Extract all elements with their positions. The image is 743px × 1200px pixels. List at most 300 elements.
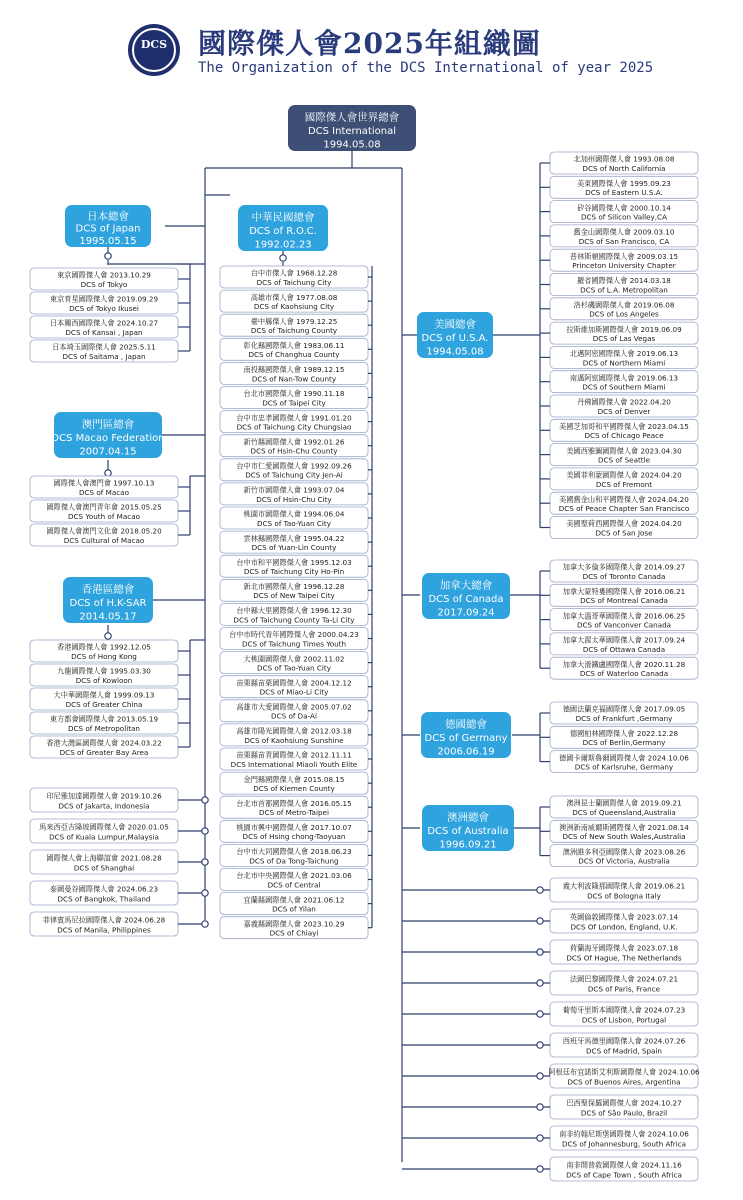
roc-chapter-6[interactable]: [220, 411, 368, 433]
roc-chapter-24-en: DCS of Da Tong-Taichung: [249, 856, 339, 866]
direct-right-chapter-9-en: DCS of Cape Town , South Africa: [566, 1170, 682, 1180]
hub-japan[interactable]: [65, 205, 151, 247]
usa-chapter-1[interactable]: [550, 176, 698, 198]
root-node-date: 1994.05.08: [323, 139, 381, 151]
usa-chapter-2-en: DCS of Silicon Valley,CA: [580, 212, 668, 222]
roc-chapter-25[interactable]: [220, 869, 368, 891]
usa-chapter-14-zh: 美國舊金山和平國際傑人會 2024.04.20: [559, 494, 689, 504]
usa-chapter-12-en: DCS of Seattle: [597, 455, 651, 465]
direct-left-chapter-4-en: DCS of Manila, Philippines: [57, 925, 151, 935]
usa-chapter-13[interactable]: [550, 468, 698, 490]
usa-chapter-6-zh: 洛杉磯國際傑人會 2019.06.08: [573, 300, 675, 310]
direct-right-chapter-3-zh: 法國巴黎國際傑人會 2024.07.21: [569, 974, 679, 984]
macao-chapter-1-en: DCS Youth of Macao: [67, 511, 141, 521]
direct-left-chapter-2-en: DCS of Shanghai: [73, 863, 135, 873]
direct-right-chapter-6[interactable]: [548, 1064, 700, 1088]
usa-chapter-8-zh: 北邁阿密國際傑人會 2019.06.13: [569, 349, 679, 359]
roc-chapter-3-en: DCS of Changhua County: [248, 350, 340, 360]
usa-chapter-3[interactable]: [550, 225, 698, 247]
hub-roc[interactable]: [238, 205, 328, 251]
roc-chapter-4-en: DCS of Nan-Tow County: [251, 374, 337, 384]
direct-right-chapter-2-en: DCS Of Hague, The Netherlands: [566, 953, 682, 963]
direct-left-dot: [202, 921, 208, 927]
roc-chapter-10[interactable]: [220, 507, 368, 529]
japan-chapter-3-zh: 日本埼玉國際傑人會 2025.5.11: [52, 342, 156, 352]
usa-chapter-0-en: DCS of North California: [582, 163, 666, 173]
australia-chapter-0[interactable]: [550, 796, 698, 818]
usa-chapter-10-zh: 丹佛國際傑人會 2022.04.20: [577, 397, 671, 407]
direct-left-dot: [202, 859, 208, 865]
direct-left-chapter-1-zh: 馬來西亞吉隆坡國際傑人會 2020.01.05: [39, 822, 169, 832]
direct-right-chapter-5-en: DCS of Madrid, Spain: [586, 1046, 662, 1056]
roc-chapter-27-zh: 嘉義縣國際傑人會 2023.10.29: [243, 919, 345, 929]
roc-chapter-1-zh: 高雄市傑人會 1977.08.08: [250, 292, 338, 302]
direct-right-chapter-1-en: DCS Of London, England, U.K.: [570, 922, 678, 932]
roc-chapter-21-zh: 金門縣國際傑人會 2015.08.15: [243, 774, 345, 784]
hk-chapter-4-en: DCS of Greater Bay Area: [59, 747, 149, 757]
direct-right-dot: [537, 1011, 543, 1017]
hk-chapter-0-zh: 香港國際傑人會 1992.12.05: [57, 642, 151, 652]
hub-macao-zh: 澳門區總會: [81, 418, 135, 431]
direct-right-chapter-2-zh: 荷蘭海牙國際傑人會 2023.07.18: [569, 943, 679, 953]
roc-chapter-15-en: DCS of Taichung Times Youth: [241, 639, 347, 649]
roc-chapter-11-en: DCS of Yuan-Lin County: [251, 543, 337, 553]
roc-chapter-27[interactable]: [220, 917, 368, 939]
direct-right-chapter-7-en: DCS of São Paulo, Brazil: [580, 1108, 668, 1118]
roc-chapter-7-zh: 新竹縣國際傑人會 1992.01.26: [243, 437, 345, 447]
australia-chapter-2[interactable]: [550, 845, 698, 867]
usa-chapter-14-en: DCS of Peace Chapter San Francisco: [558, 504, 690, 514]
hub-canada-date: 2017.09.24: [437, 607, 495, 619]
usa-chapter-11[interactable]: [550, 419, 698, 441]
usa-chapter-15-zh: 美國聖荷西國際傑人會 2024.04.20: [566, 519, 682, 529]
australia-chapter-0-zh: 澳洲昆士蘭國際傑人會 2019.09.21: [566, 798, 682, 808]
canada-chapter-2-zh: 加拿大溫哥華國際傑人會 2016.06.25: [562, 611, 686, 621]
hk-chapter-1-zh: 九龍國際傑人會 1995.03.30: [57, 666, 151, 676]
roc-chapter-22-zh: 台北市首都國際傑人會 2016.05.15: [236, 798, 352, 808]
usa-chapter-6[interactable]: [550, 298, 698, 320]
japan-chapter-0[interactable]: [30, 268, 178, 290]
roc-chapter-26-en: DCS of Yilan: [272, 904, 316, 914]
roc-chapter-19[interactable]: [220, 724, 368, 746]
usa-chapter-8[interactable]: [550, 346, 698, 368]
roc-chapter-1[interactable]: [220, 290, 368, 312]
hub-roc-zh: 中華民國總會: [251, 211, 315, 224]
macao-chapter-0[interactable]: [30, 476, 178, 498]
hub-japan-date: 1995.05.15: [79, 236, 137, 248]
japan-chapter-0-en: DCS of Tokyo: [80, 279, 128, 289]
hub-australia-zh: 澳洲總會: [447, 811, 489, 824]
hub-japan-zh: 日本總會: [87, 210, 129, 223]
roc-chapter-13[interactable]: [220, 579, 368, 601]
hub-canada[interactable]: [422, 573, 510, 619]
japan-chapter-2[interactable]: [30, 316, 178, 338]
roc-chapter-16[interactable]: [220, 652, 368, 674]
germany-chapter-2[interactable]: [550, 751, 698, 773]
direct-right-dot: [537, 949, 543, 955]
direct-right-chapter-9-zh: 南非開普敦國際傑人會 2024.11.16: [566, 1160, 682, 1170]
usa-chapter-11-en: DCS of Chicago Peace: [584, 431, 664, 441]
usa-chapter-12[interactable]: [550, 444, 698, 466]
usa-chapter-2-zh: 矽谷國際傑人會 2000.10.14: [577, 203, 671, 213]
roc-chapter-15-zh: 台中市時代青年國際傑人會 2000.04.23: [229, 630, 359, 640]
canada-chapter-4[interactable]: [550, 657, 698, 679]
roc-chapter-7-en: DCS of Hsin-Chu County: [250, 446, 338, 456]
roc-chapter-22-en: DCS of Metro-Taipei: [259, 808, 329, 818]
usa-chapter-3-zh: 舊金山國際傑人會 2009.03.10: [573, 227, 675, 237]
roc-chapter-18-zh: 高雄市大愛國際傑人會 2005.07.02: [236, 702, 352, 712]
usa-chapter-5-en: DCS of L.A. Metropolitan: [580, 285, 668, 295]
usa-chapter-7-zh: 拉斯維加斯國際傑人會 2019.06.09: [566, 324, 682, 334]
direct-right-chapter-4-en: DCS of Lisbon, Portugal: [581, 1015, 667, 1025]
roc-chapter-25-en: DCS of Central: [267, 880, 321, 890]
usa-chapter-1-zh: 美東國際傑人會 1995.09.23: [577, 178, 671, 188]
direct-right-chapter-4[interactable]: [550, 1002, 698, 1026]
hub-usa-date: 1994.05.08: [426, 346, 484, 358]
hk-chapter-3[interactable]: [30, 712, 178, 734]
roc-chapter-6-en: DCS of Taichung City Chungsiao: [236, 422, 352, 432]
roc-chapter-16-zh: 大桃園國際傑人會 2002.11.02: [243, 654, 345, 664]
germany-chapter-1[interactable]: [550, 726, 698, 748]
canada-chapter-1[interactable]: [550, 584, 698, 606]
root-node-en: DCS International: [307, 126, 397, 138]
roc-chapter-25-zh: 台北市中央國際傑人會 2021.03.06: [236, 871, 352, 881]
canada-chapter-1-zh: 加拿大蒙特婁國際傑人會 2016.06.21: [562, 586, 686, 596]
direct-left-chapter-3-en: DCS of Bangkok, Thailand: [57, 894, 151, 904]
direct-left-chapter-0[interactable]: [30, 788, 178, 812]
usa-chapter-4-zh: 普林斯頓國際傑人會 2009.03.15: [569, 251, 679, 261]
roc-chapter-2-en: DCS of Taichung County: [250, 326, 338, 336]
direct-right-dot: [537, 1104, 543, 1110]
hub-hk-zh: 香港區總會: [81, 583, 135, 596]
root-node-zh: 國際傑人會世界總會: [304, 111, 400, 124]
hk-chapter-3-en: DCS of Metropolitan: [68, 723, 140, 733]
roc-chapter-9[interactable]: [220, 483, 368, 505]
direct-left-dot: [202, 828, 208, 834]
roc-chapter-20[interactable]: [220, 748, 368, 770]
roc-chapter-11[interactable]: [220, 531, 368, 553]
roc-chapter-23[interactable]: [220, 820, 368, 842]
hk-chapter-2[interactable]: [30, 688, 178, 710]
direct-right-chapter-0-zh: 義大利波隆那國際傑人會 2019.06.21: [562, 881, 686, 891]
direct-left-chapter-0-en: DCS of Jakarta, Indonesia: [58, 801, 150, 811]
roc-chapter-21-en: DCS of Kiemen County: [253, 784, 335, 794]
hub-hk[interactable]: [63, 577, 153, 623]
roc-chapter-8[interactable]: [220, 459, 368, 481]
germany-chapter-0[interactable]: [550, 702, 698, 724]
hub-japan-en: DCS of Japan: [75, 223, 141, 235]
germany-chapter-2-zh: 德國卡爾斯魯爾國際傑人會 2024.10.06: [559, 753, 689, 763]
direct-right-chapter-1-zh: 英國倫敦國際傑人會 2023.07.14: [569, 912, 679, 922]
usa-chapter-5[interactable]: [550, 274, 698, 296]
roc-chapter-2-zh: 臺中縣傑人會 1979.12.25: [250, 316, 338, 326]
roc-chapter-17-en: DCS of Miao-Li City: [259, 687, 329, 697]
canada-chapter-3[interactable]: [550, 633, 698, 655]
hk-chapter-2-zh: 大中華國際傑人會 1999.09.13: [53, 690, 155, 700]
hk-chapter-0[interactable]: [30, 640, 178, 662]
direct-right-chapter-0[interactable]: [550, 878, 698, 902]
roc-chapter-27-en: DCS of Chiayi: [269, 928, 319, 938]
roc-chapter-10-zh: 桃園市國際傑人會 1994.06.04: [243, 509, 345, 519]
roc-chapter-18[interactable]: [220, 700, 368, 722]
roc-chapter-23-zh: 桃園市興中國際傑人會 2017.10.07: [236, 822, 352, 832]
hub-macao-en: DCS Macao Federation: [51, 433, 165, 445]
direct-right-dot: [537, 1166, 543, 1172]
canada-chapter-4-zh: 加拿大滑鐵盧國際傑人會 2020.11.28: [562, 659, 686, 669]
hub-australia[interactable]: [422, 805, 514, 851]
japan-chapter-1-zh: 東京育星國際傑人會 2019.09.29: [49, 294, 159, 304]
direct-left-chapter-3-zh: 泰國曼谷國際傑人會 2024.06.23: [49, 884, 159, 894]
roc-chapter-19-zh: 高雄市陽光國際傑人會 2012.03.18: [236, 726, 352, 736]
hk-chapter-0-en: DCS of Hong Kong: [71, 651, 137, 661]
roc-chapter-1-en: DCS of Kaohsiung City: [253, 302, 335, 312]
roc-chapter-12[interactable]: [220, 555, 368, 577]
hub-canada-en: DCS of Canada: [428, 594, 504, 606]
direct-right-chapter-7-zh: 巴西聖保羅國際傑人會 2024.10.27: [566, 1098, 682, 1108]
root-node[interactable]: [288, 105, 416, 151]
germany-chapter-2-en: DCS of Karlsruhe, Germany: [574, 762, 674, 772]
roc-dot: [280, 255, 286, 261]
hub-usa[interactable]: [417, 312, 493, 358]
direct-left-chapter-2[interactable]: [30, 850, 178, 874]
usa-chapter-2[interactable]: [550, 201, 698, 223]
logo-text: DCS: [140, 38, 168, 51]
canada-chapter-0-zh: 加拿大多倫多國際傑人會 2014.09.27: [562, 562, 686, 572]
australia-chapter-1[interactable]: [550, 820, 698, 842]
japan-chapter-3[interactable]: [30, 340, 178, 362]
macao-chapter-2[interactable]: [30, 524, 178, 546]
roc-chapter-9-zh: 新竹市國際傑人會 1993.07.04: [243, 485, 345, 495]
direct-left-dot: [202, 890, 208, 896]
direct-right-chapter-6-en: DCS of Buenos Aires, Argentina: [567, 1077, 681, 1087]
hk-dot: [105, 633, 111, 639]
direct-right-chapter-4-zh: 葡萄牙里斯本國際傑人會 2024.07.23: [562, 1005, 686, 1015]
roc-chapter-3[interactable]: [220, 338, 368, 360]
macao-chapter-1[interactable]: [30, 500, 178, 522]
usa-chapter-7[interactable]: [550, 322, 698, 344]
direct-right-chapter-0-en: DCS of Bologna Italy: [587, 891, 661, 901]
macao-chapter-0-zh: 國際傑人會澳門會 1997.10.13: [53, 478, 155, 488]
roc-chapter-0-zh: 台中市傑人會 1968.12.28: [250, 268, 338, 278]
japan-chapter-1[interactable]: [30, 292, 178, 314]
japan-chapter-1-en: DCS of Tokyo Ikusei: [69, 303, 139, 313]
direct-left-chapter-4-zh: 菲律賓馬尼拉國際傑人會 2024.06.28: [42, 915, 166, 925]
roc-chapter-10-en: DCS of Tao-Yuan City: [257, 518, 331, 528]
usa-chapter-1-en: DCS of Eastern U.S.A.: [585, 188, 663, 198]
canada-chapter-0[interactable]: [550, 560, 698, 582]
usa-chapter-4[interactable]: [550, 249, 698, 271]
roc-chapter-15[interactable]: [220, 628, 368, 650]
direct-left-chapter-2-zh: 國際傑人會上海聯誼會 2021.08.28: [46, 853, 162, 863]
canada-chapter-1-en: DCS of Montreal Canada: [580, 596, 668, 606]
direct-right-chapter-6-zh: 阿根廷布宜諾斯艾利斯國際傑人會 2024.10.06: [548, 1067, 700, 1077]
direct-right-chapter-9[interactable]: [550, 1157, 698, 1181]
usa-chapter-7-en: DCS of Las Vegas: [592, 334, 656, 344]
australia-chapter-1-en: DCS of New South Wales,Australia: [562, 832, 686, 842]
japan-chapter-0-zh: 東京國際傑人會 2013.10.29: [57, 270, 151, 280]
usa-chapter-12-zh: 美國西雅圖國際傑人會 2023.04.30: [566, 446, 682, 456]
roc-chapter-26[interactable]: [220, 893, 368, 915]
roc-chapter-12-en: DCS of Taichung City Ho-Pin: [243, 567, 345, 577]
roc-chapter-14-en: DCS of Taichung County Ta-Li City: [233, 615, 355, 625]
hk-chapter-4[interactable]: [30, 736, 178, 758]
usa-chapter-9-zh: 南邁阿密國際傑人會 2019.06.13: [569, 373, 679, 383]
hub-germany[interactable]: [421, 712, 511, 758]
roc-chapter-18-en: DCS of Da-Ai: [271, 711, 317, 721]
page-subtitle: The Organization of the DCS International of year 2025: [198, 60, 654, 76]
canada-chapter-3-zh: 加拿大渥太華國際傑人會 2017.09.24: [562, 635, 686, 645]
roc-chapter-19-en: DCS of Kaohsiung Sunshine: [244, 735, 344, 745]
hub-roc-en: DCS of R.O.C.: [249, 226, 317, 238]
direct-right-dot: [537, 1042, 543, 1048]
roc-chapter-22[interactable]: [220, 796, 368, 818]
usa-chapter-13-zh: 美國菲利蒙國際傑人會 2024.04.20: [566, 470, 682, 480]
usa-chapter-10[interactable]: [550, 395, 698, 417]
hub-germany-zh: 德國總會: [445, 718, 487, 731]
roc-chapter-0-en: DCS of Taichung City: [256, 277, 332, 287]
roc-chapter-2[interactable]: [220, 314, 368, 336]
direct-right-chapter-1[interactable]: [550, 909, 698, 933]
japan-chapter-2-zh: 日本關西國際傑人會 2024.10.27: [49, 318, 159, 328]
hub-usa-en: DCS of U.S.A.: [421, 333, 489, 345]
macao-chapter-1-zh: 國際傑人會澳門青年會 2015.05.25: [46, 502, 162, 512]
hub-australia-date: 1996.09.21: [439, 839, 497, 851]
roc-chapter-14[interactable]: [220, 603, 368, 625]
roc-chapter-16-en: DCS of Tao-Yuan City: [257, 663, 331, 673]
direct-right-dot: [537, 980, 543, 986]
direct-left-chapter-3[interactable]: [30, 881, 178, 905]
usa-chapter-8-en: DCS of Northern Miami: [582, 358, 666, 368]
australia-chapter-1-zh: 澳洲新南威爾斯國際傑人會 2021.08.14: [559, 822, 689, 832]
roc-chapter-5-zh: 台北市國際傑人會 1990.11.18: [243, 389, 345, 399]
germany-chapter-0-zh: 德國法蘭克福國際傑人會 2017.09.05: [562, 704, 686, 714]
roc-chapter-0[interactable]: [220, 266, 368, 288]
hub-germany-date: 2006.06.19: [437, 746, 495, 758]
direct-left-chapter-1[interactable]: [30, 819, 178, 843]
direct-right-dot: [537, 1073, 543, 1079]
roc-chapter-13-en: DCS of New Taipei City: [253, 591, 335, 601]
canada-chapter-2-en: DCS of Vanconver Canada: [576, 620, 672, 630]
usa-chapter-3-en: DCS of San Francisco, CA: [578, 236, 670, 246]
japan-chapter-2-en: DCS of Kansai , Japan: [65, 327, 143, 337]
germany-chapter-1-zh: 德國柏林國際傑人會 2022.12.28: [569, 728, 679, 738]
roc-chapter-5[interactable]: [220, 387, 368, 409]
roc-chapter-5-en: DCS of Taipei City: [262, 398, 326, 408]
direct-right-chapter-3-en: DCS of Paris, France: [587, 984, 661, 994]
usa-chapter-4-en: Princeton University Chapter: [572, 261, 676, 271]
australia-chapter-0-en: DCS of Queensland,Australia: [572, 807, 676, 817]
macao-chapter-0-en: DCS of Macao: [79, 487, 129, 497]
hub-australia-en: DCS of Australia: [427, 826, 509, 838]
roc-chapter-14-zh: 台中縣大里國際傑人會 1996.12.30: [236, 606, 352, 616]
hk-chapter-4-zh: 香港大灣區國際傑人會 2024.03.22: [46, 738, 162, 748]
canada-chapter-0-en: DCS of Toronto Canada: [582, 571, 666, 581]
roc-chapter-21[interactable]: [220, 772, 368, 794]
usa-chapter-10-en: DCS of Denver: [597, 406, 651, 416]
canada-chapter-2[interactable]: [550, 609, 698, 631]
direct-right-chapter-3[interactable]: [550, 971, 698, 995]
hk-chapter-1-en: DCS of Kowloon: [75, 675, 133, 685]
direct-right-chapter-8-zh: 南非約翰尼斯堡國際傑人會 2024.10.06: [559, 1129, 689, 1139]
roc-chapter-17-zh: 苗栗縣苗栗國際傑人會 2004.12.12: [236, 678, 352, 688]
roc-chapter-23-en: DCS of Hsing chong-Taoyuan: [242, 832, 346, 842]
roc-chapter-12-zh: 台中市和平國際傑人會 1995.12.03: [236, 557, 352, 567]
japan-chapter-3-en: DCS of Saitama , Japan: [62, 351, 146, 361]
roc-chapter-20-zh: 苗栗縣苗青國際傑人會 2012.11.11: [236, 750, 352, 760]
hk-chapter-2-en: DCS of Greater China: [65, 699, 143, 709]
usa-chapter-13-en: DCS of Fremont: [595, 479, 653, 489]
usa-chapter-11-zh: 美國芝加哥和平國際傑人會 2023.04.15: [559, 421, 689, 431]
usa-chapter-15-en: DCS of San Jose: [595, 528, 653, 538]
hub-hk-en: DCS of H.K-SAR: [69, 598, 147, 610]
germany-chapter-1-en: DCS of Berlin,Germany: [582, 738, 666, 748]
hk-chapter-3-zh: 東方都會國際傑人會 2013.05.19: [49, 714, 159, 724]
roc-chapter-6-zh: 台中市忠孝國際傑人會 1991.01.20: [236, 413, 352, 423]
roc-chapter-11-zh: 雲林縣國際傑人會 1995.04.22: [243, 533, 345, 543]
roc-chapter-7[interactable]: [220, 435, 368, 457]
direct-right-dot: [537, 887, 543, 893]
roc-chapter-8-en: DCS of Taichung City Jen-Ai: [245, 470, 343, 480]
direct-right-chapter-5[interactable]: [550, 1033, 698, 1057]
australia-chapter-2-zh: 澳洲維多利亞國際傑人會 2023.08.26: [562, 847, 686, 857]
usa-chapter-0[interactable]: [550, 152, 698, 174]
canada-chapter-4-en: DCS of Waterloo Canada: [579, 669, 669, 679]
japan-dot: [105, 253, 111, 259]
direct-right-chapter-5-zh: 西班牙馬德里國際傑人會 2024.07.26: [562, 1036, 686, 1046]
usa-chapter-0-zh: 北加州國際傑人會 1993.08.08: [573, 154, 675, 164]
roc-chapter-26-zh: 宜蘭縣國際傑人會 2021.06.12: [243, 895, 345, 905]
macao-chapter-2-zh: 國際傑人會澳門文化會 2018.05.20: [46, 526, 162, 536]
macao-chapter-2-en: DCS Cultural of Macao: [63, 535, 145, 545]
direct-left-chapter-4[interactable]: [30, 912, 178, 936]
direct-right-chapter-8-en: DCS of Johannesburg, South Africa: [561, 1139, 687, 1149]
roc-chapter-9-en: DCS of Hsin-Chu City: [256, 494, 332, 504]
roc-chapter-24-zh: 台中市大同國際傑人會 2018.06.23: [236, 847, 352, 857]
direct-right-dot: [537, 918, 543, 924]
roc-chapter-8-zh: 台中市仁愛國際傑人會 1992.09.26: [236, 461, 352, 471]
hub-macao-date: 2007.04.15: [79, 446, 137, 458]
hub-macao[interactable]: [51, 412, 164, 458]
direct-right-chapter-8[interactable]: [550, 1126, 698, 1150]
usa-chapter-5-zh: 羅省國際傑人會 2014.03.18: [577, 276, 671, 286]
roc-chapter-24[interactable]: [220, 844, 368, 866]
roc-chapter-3-zh: 彰化縣國際傑人會 1983.06.11: [243, 340, 345, 350]
canada-chapter-3-en: DCS of Ottawa Canada: [582, 644, 666, 654]
direct-right-chapter-7[interactable]: [550, 1095, 698, 1119]
roc-chapter-17[interactable]: [220, 676, 368, 698]
roc-chapter-4[interactable]: [220, 362, 368, 384]
usa-chapter-9-en: DCS of Southern Miami: [582, 382, 666, 392]
usa-chapter-9[interactable]: [550, 371, 698, 393]
hub-roc-date: 1992.02.23: [254, 239, 312, 251]
roc-chapter-20-en: DCS International Miaoli Youth Elite: [230, 759, 358, 769]
page-title: 國際傑人會2025年組織圖: [198, 27, 541, 60]
direct-left-chapter-0-zh: 印尼雅加達國際傑人會 2019.10.26: [46, 791, 162, 801]
direct-left-dot: [202, 797, 208, 803]
roc-chapter-13-zh: 新北市國際傑人會 1996.12.28: [243, 581, 345, 591]
macao-dot: [105, 470, 111, 476]
direct-right-dot: [537, 1135, 543, 1141]
hub-canada-zh: 加拿大總會: [439, 579, 493, 592]
usa-chapter-6-en: DCS of Los Angeles: [589, 309, 659, 319]
hub-germany-en: DCS of Germany: [424, 733, 508, 745]
direct-left-chapter-1-en: DCS of Kuala Lumpur,Malaysia: [49, 832, 159, 842]
usa-chapter-15[interactable]: [550, 517, 698, 539]
usa-chapter-14[interactable]: [550, 492, 698, 514]
direct-right-chapter-2[interactable]: [550, 940, 698, 964]
hub-usa-zh: 美國總會: [434, 318, 476, 331]
hk-chapter-1[interactable]: [30, 664, 178, 686]
